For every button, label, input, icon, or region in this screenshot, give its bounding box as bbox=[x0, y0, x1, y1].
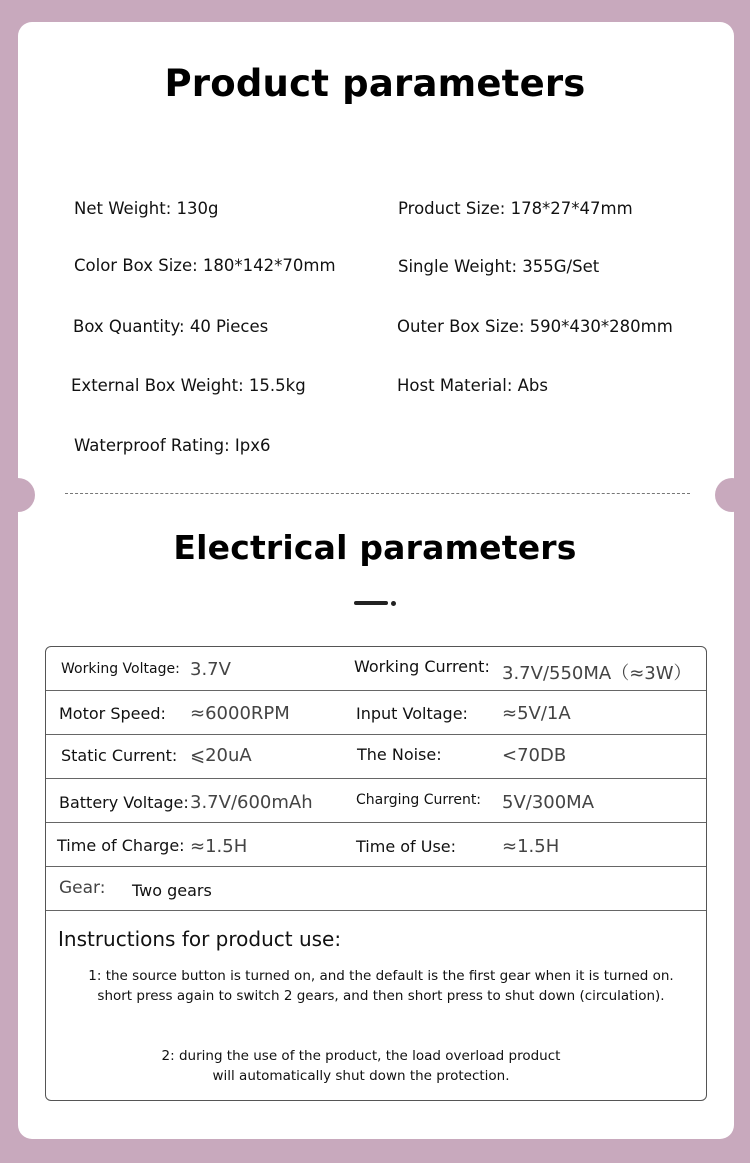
instruction-1: 1: the source button is turned on, and the default is the first gear when it is turned on. short press again to switch 2 gears, and then short press to shut down (circulation). bbox=[88, 968, 674, 1004]
dashed-divider bbox=[65, 493, 690, 494]
param-product-size: Product Size: 178*27*47mm bbox=[398, 199, 633, 218]
charging-current-value: 5V/300MA bbox=[502, 792, 595, 813]
motor-speed-value: ≈6000RPM bbox=[190, 703, 290, 724]
noise-label: The Noise: bbox=[357, 745, 442, 764]
param-waterproof-rating: Waterproof Rating: Ipx6 bbox=[74, 436, 271, 455]
motor-speed-label: Motor Speed: bbox=[59, 704, 166, 723]
param-external-box-weight: External Box Weight: 15.5kg bbox=[71, 376, 306, 395]
param-net-weight: Net Weight: 130g bbox=[74, 199, 219, 218]
charging-current-label: Charging Current: bbox=[356, 792, 482, 808]
static-current-value: ⩽20uA bbox=[190, 745, 252, 766]
param-box-quantity: Box Quantity: 40 Pieces bbox=[73, 317, 269, 336]
instruction-2: 2: during the use of the product, the load overload product will automatically shut down the protection. bbox=[161, 1048, 561, 1084]
static-current-label: Static Current: bbox=[61, 746, 178, 765]
noise-value: <70DB bbox=[502, 745, 567, 766]
row-divider bbox=[46, 690, 706, 691]
input-voltage-value: ≈5V/1A bbox=[502, 703, 571, 724]
gear-label: Gear: bbox=[59, 878, 106, 898]
battery-voltage-value: 3.7V/600mAh bbox=[190, 792, 313, 813]
working-current-value: 3.7V/550MA（≈3W） bbox=[502, 663, 692, 684]
param-outer-box-size: Outer Box Size: 590*430*280mm bbox=[397, 317, 673, 336]
time-of-charge-value: ≈1.5H bbox=[190, 836, 248, 857]
battery-voltage-label: Battery Voltage: bbox=[59, 793, 189, 812]
param-single-weight: Single Weight: 355G/Set bbox=[398, 257, 600, 276]
row-divider bbox=[46, 778, 706, 779]
row-divider bbox=[46, 866, 706, 867]
instructions-title: Instructions for product use: bbox=[58, 927, 342, 951]
time-of-use-label: Time of Use: bbox=[356, 837, 457, 856]
gear-value: Two gears bbox=[132, 881, 212, 900]
electrical-parameters-table bbox=[45, 646, 707, 1101]
working-voltage-value: 3.7V bbox=[190, 659, 231, 680]
row-divider bbox=[46, 910, 706, 911]
input-voltage-label: Input Voltage: bbox=[356, 704, 468, 723]
title-underline-dot bbox=[391, 601, 396, 606]
param-color-box-size: Color Box Size: 180*142*70mm bbox=[74, 256, 336, 275]
electrical-parameters-title: Electrical parameters bbox=[173, 528, 577, 567]
product-parameters-title: Product parameters bbox=[164, 62, 586, 105]
time-of-use-value: ≈1.5H bbox=[502, 836, 560, 857]
working-current-label: Working Current: bbox=[354, 657, 490, 676]
param-host-material: Host Material: Abs bbox=[397, 376, 549, 395]
right-notch bbox=[715, 478, 749, 512]
working-voltage-label: Working Voltage: bbox=[61, 661, 180, 677]
left-notch bbox=[1, 478, 35, 512]
row-divider bbox=[46, 734, 706, 735]
title-underline-dash bbox=[354, 601, 388, 605]
time-of-charge-label: Time of Charge: bbox=[57, 836, 185, 855]
row-divider bbox=[46, 822, 706, 823]
